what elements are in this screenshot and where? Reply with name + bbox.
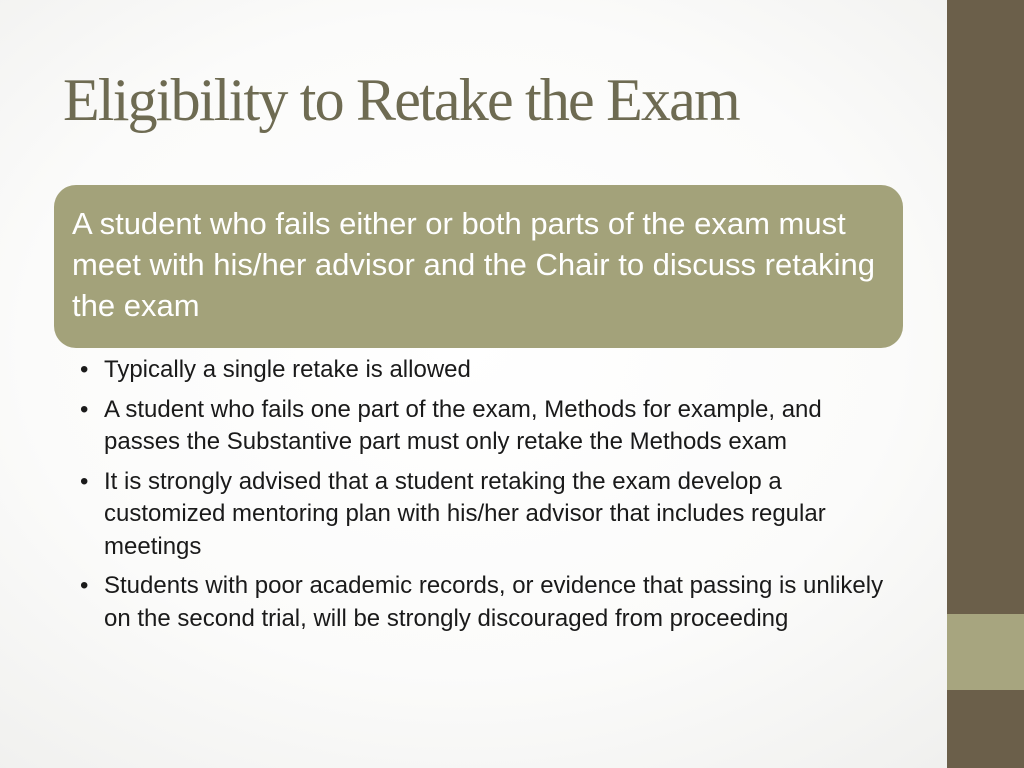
bullet-text: Typically a single retake is allowed xyxy=(104,356,471,383)
bullet-text: It is strongly advised that a student retaking the exam develop a customized mentoring plan with his/her advisor that includes regular meetings xyxy=(104,467,826,560)
bullet-item xyxy=(78,570,888,635)
callout-text: A student who fails either or both parts of the exam must meet with his/her advisor and the Chair to discuss retaking the exam xyxy=(72,206,875,323)
slide-title: Eligibility to Retake the Exam xyxy=(63,67,739,133)
bullet-list xyxy=(78,354,888,642)
bullet-item xyxy=(78,394,888,459)
bullet-item xyxy=(78,354,888,387)
bullet-marker: • xyxy=(80,572,89,599)
bullet-marker: • xyxy=(80,395,89,423)
bullet-text: A student who fails one part of the exam, Methods for example, and passes the Substantive part must only retake the Methods exam xyxy=(104,395,822,455)
bullet-text: Students with poor academic records, or evidence that passing is unlikely on the second trial, will be strongly discouraged from proceeding xyxy=(104,572,884,632)
decorative-sidebar-accent xyxy=(947,614,1024,690)
bullet-marker: • xyxy=(80,467,89,495)
bullet-marker: • xyxy=(80,356,89,383)
bullet-item xyxy=(78,466,888,564)
callout-box xyxy=(54,185,903,348)
